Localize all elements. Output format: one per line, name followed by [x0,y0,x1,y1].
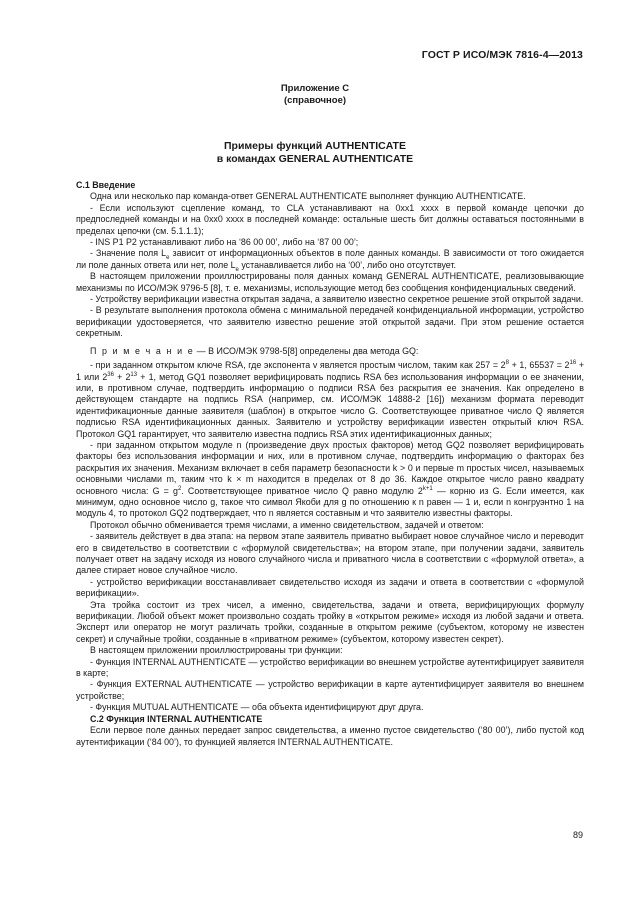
text-run: устанавливается либо на ‘00’, либо оно отсутствует. [238,259,456,270]
superscript: 16 [569,360,577,367]
section-heading-c2: С.2 Функция INTERNAL AUTHENTICATE [90,713,263,724]
body-text [76,180,584,748]
text-run: - Значение поля L [90,248,167,259]
text-run: зависит от информационных объектов в поле данных команды. В зависимости от того ожидается ли поле данных ответа или нет, поле L [76,248,584,270]
paragraph: Протокол обычно обменивается тремя числами, а именно свидетельством, задачей и ответом: [90,519,484,530]
paragraph: - Функция MUTUAL AUTHENTICATE — оба объекта идентифицируют друг друга. [90,702,424,713]
annex-subtitle: (справочное) [283,95,347,106]
paragraph: - Устройству верификации известна открытая задача, а заявителю известно секретное решение этой открытой задачи. [90,294,584,305]
text-run: + 1, 65537 = 2 [508,360,570,371]
note-text: — В ИСО/МЭК 9798-5[8] определены два метода GQ: [194,345,419,356]
superscript: 2 [177,485,182,492]
paragraph: Одна или несколько пар команда-ответ GENERAL AUTHENTICATE выполняет функцию AUTHENTICATE. [90,191,526,202]
paragraph: - В результате выполнения протокола обмена с минимальной передачей конфиденциальной информации, устройство верификации удостоверяется, что заявителю известно решение этой открытой задачи. При этом решение остается секретным. [76,305,584,339]
paragraph: - устройство верификации восстанавливает свидетельство исходя из задачи и ответа в соответствии с «формулой верификации». [76,576,584,599]
superscript: 8 [505,360,509,367]
paragraph: - Функция INTERNAL AUTHENTICATE — устройство верификации во внешнем устройстве аутентифицирует заявителя в карте; [76,656,584,679]
doc-title-line2: в командах GENERAL AUTHENTICATE [216,153,414,165]
text-run: . Соответствующее приватное число Q равно модулю 2 [181,485,423,496]
text-run: - при заданном открытом модуле n (произведение двух простых факторов) метод GQ2 позволяет верифицировать факторы без использования информации и них, или в противном случае, подтвердить информацию о факторах без раскрытия их значения. Механизм включает в себя параметр безопасности k > 0 и первые m простых чисел, называемых основными числами m, таким что k × m находится в пределах от 8 до 36. Каждое открытое число равно квадрату основного числа: G = g [76,439,584,496]
annex-title: Приложение С [280,83,350,94]
note-label: П р и м е ч а н и е [90,345,195,356]
paragraph [76,248,584,271]
paragraph: - Если используют сцепление команд, то CLA устанавливают на 0xx1 xxxx в первой команде цепочки до предпоследней команды и на 0xx0 xxxx в последней команде: остальные шесть бит должны оставаться постоянными в пределах цепочки (см. 5.1.1.1); [76,202,584,236]
paragraph: В настоящем приложении проиллюстрированы три функции: [90,645,343,656]
paragraph [76,440,584,520]
subscript: e [166,255,170,262]
text-run: - при заданном открытом ключе RSA, где экспонента v является простым числом, таким как 257 = 2 [90,360,506,371]
paragraph: Эта тройка состоит из трех чисел, а именно, свидетельства, задачи и ответа, верифицирующих формулу верификации. Любой объект может произвольно создать тройку в «открытом режиме» исходя из любой задачи и ответа. Эксперт или оператор не могут различать тройки, созданные в открытом режиме (субъектом, которому не известен секрет) и случайные тройки, созданные в «приватном режиме» (субъектом, которому известен секрет). [76,599,584,644]
superscript: k+1 [422,485,433,492]
text-run: + 1, метод GQ1 позволяет верифицировать подпись RSA без использования информации о ее значении, или, в противном случае, подтвердить информацию о подписи RSA без раскрытия ее значения. Как определено в действующем стандарте на подпись RSA (например, см. ИСО/МЭК 14888-2 [16]) механизм формата переводит идентификационные данные заявителя (шаблон) в открытое число G. Соответствующее приватное число Q является подписью RSA идентификационных данных. Заявителю и устройству верификации известен открытый ключ RSA. Протокол GQ1 гарантирует, что заявителю известна подпись RSA этих идентификационных данных; [76,371,584,439]
paragraph: - Функция EXTERNAL AUTHENTICATE — устройство верификации в карте аутентифицирует заявителя во внешнем устройстве; [76,679,584,701]
paragraph: В настоящем приложении проиллюстрированы поля данных команд GENERAL AUTHENTICATE, реализовывающие механизмы по ИСО/МЭК 9796-5 [8], т. е. механизмы, использующие метод без сообщения конфиденциальных сведений. [76,271,584,293]
page-number: 89 [572,830,583,840]
note [76,346,584,357]
doc-title-line1: Примеры функций AUTHENTICATE [224,140,406,152]
paragraph: - заявитель действует в два этапа: на первом этапе заявитель приватно выбирает новое случайное число и переводит его в свидетельство в соответствии с «формулой свидетельства»; на втором этапе, при получении задачи, заявитель получает ответ на задачу исходя из нового случайного числа и приватного числа в соответствии с «формулой ответа», а далее стирает новое случайное число. [76,531,584,576]
text-run: — корню из G. Если имеется, как минимум, одно основное число g, такое что символ Якоби для g по отношению к n равен — 1 и, если n конгруэнтно 1 на модуль 4, то протокол GQ2 подтверждает, что n является составным и что заявителю известны факторы. [76,485,584,519]
paragraph [76,360,584,440]
standard-designation: ГОСТ Р ИСО/МЭК 7816-4—2013 [421,49,583,61]
section-heading-c1: С.1 Введение [76,180,136,190]
text-run: + 1 или 2 [76,360,585,382]
superscript: 36 [107,371,114,378]
paragraph: Если первое поле данных передает запрос свидетельства, а именно пустое свидетельство (‘80 00’), либо пустой код аутентификации (‘84 00’), то функцией является INTERNAL AUTHENTICATE. [76,725,584,747]
paragraph: - INS P1 P2 устанавливают либо на ‘86 00 00’, либо на ‘87 00 00’; [90,237,359,248]
text-run: + 2 [113,371,131,382]
superscript: 13 [130,371,138,378]
subscript: e [235,266,239,273]
